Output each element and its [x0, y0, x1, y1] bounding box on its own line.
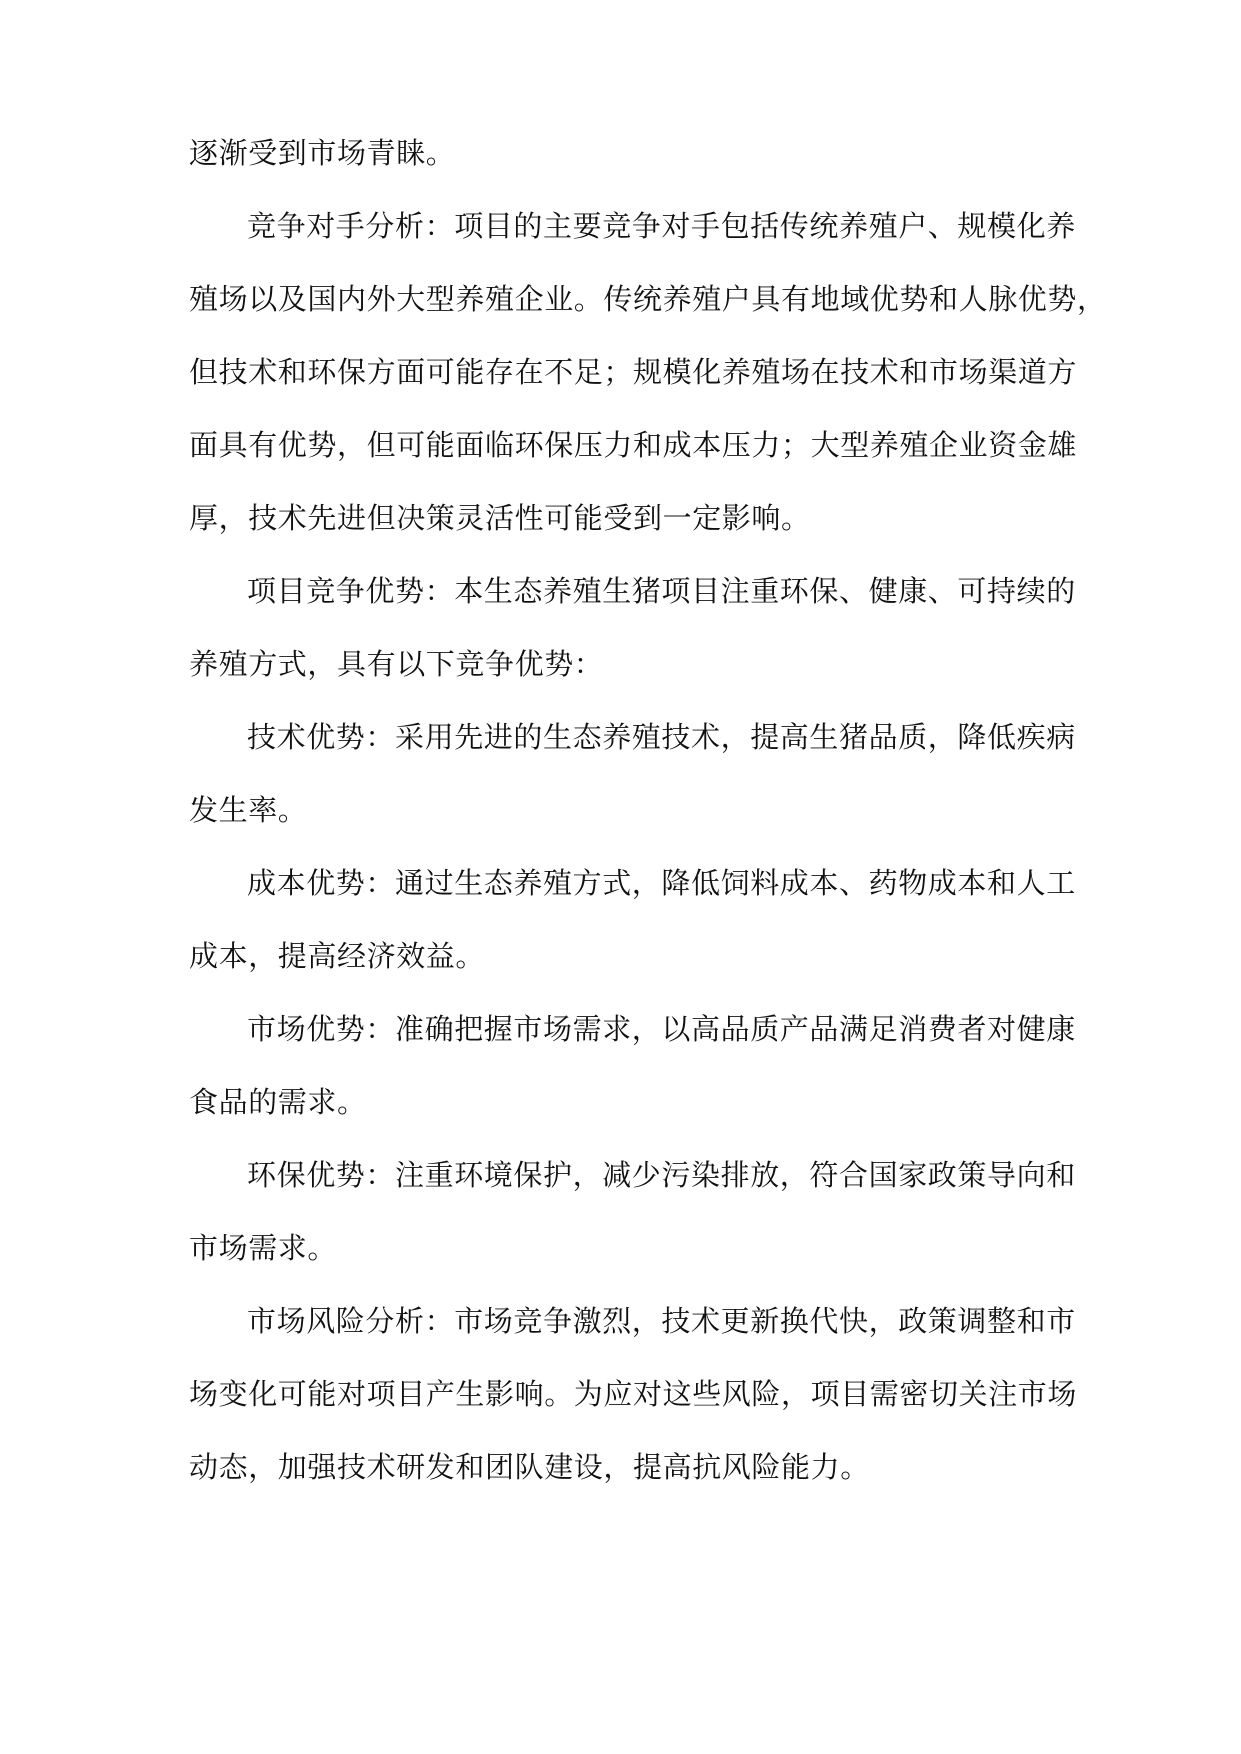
text-line: 市场风险分析：市场竞争激烈，技术更新换代快，政策调整和市 [247, 1304, 1076, 1338]
text-line: 面具有优势，但可能面临环保压力和成本压力；大型养殖企业资金雄 [189, 428, 1078, 462]
text-line: 技术优势：采用先进的生态养殖技术，提高生猪品质，降低疾病 [247, 720, 1076, 754]
text-line: 发生率。 [189, 793, 308, 827]
text-line: 但技术和环保方面可能存在不足；规模化养殖场在技术和市场渠道方 [189, 355, 1078, 389]
text-line: 殖场以及国内外大型养殖企业。传统养殖户具有地域优势和人脉优势， [189, 282, 1107, 316]
text-line: 逐渐受到市场青睐。 [189, 136, 456, 170]
text-line: 环保优势：注重环境保护，减少污染排放，符合国家政策导向和 [247, 1158, 1076, 1192]
text-line: 场变化可能对项目产生影响。为应对这些风险，项目需密切关注市场 [189, 1377, 1078, 1411]
text-line: 动态，加强技术研发和团队建设，提高抗风险能力。 [189, 1450, 870, 1484]
text-line: 市场优势：准确把握市场需求，以高品质产品满足消费者对健康 [247, 1012, 1076, 1046]
text-line: 厚，技术先进但决策灵活性可能受到一定影响。 [189, 501, 811, 535]
text-line: 养殖方式，具有以下竞争优势： [189, 647, 604, 681]
text-line: 食品的需求。 [189, 1085, 367, 1119]
text-line: 市场需求。 [189, 1231, 338, 1265]
text-line: 竞争对手分析：项目的主要竞争对手包括传统养殖户、规模化养 [247, 209, 1076, 243]
text-line: 项目竞争优势：本生态养殖生猪项目注重环保、健康、可持续的 [247, 574, 1076, 608]
text-line: 成本优势：通过生态养殖方式，降低饲料成本、药物成本和人工 [247, 866, 1076, 900]
text-line: 成本，提高经济效益。 [189, 939, 486, 973]
